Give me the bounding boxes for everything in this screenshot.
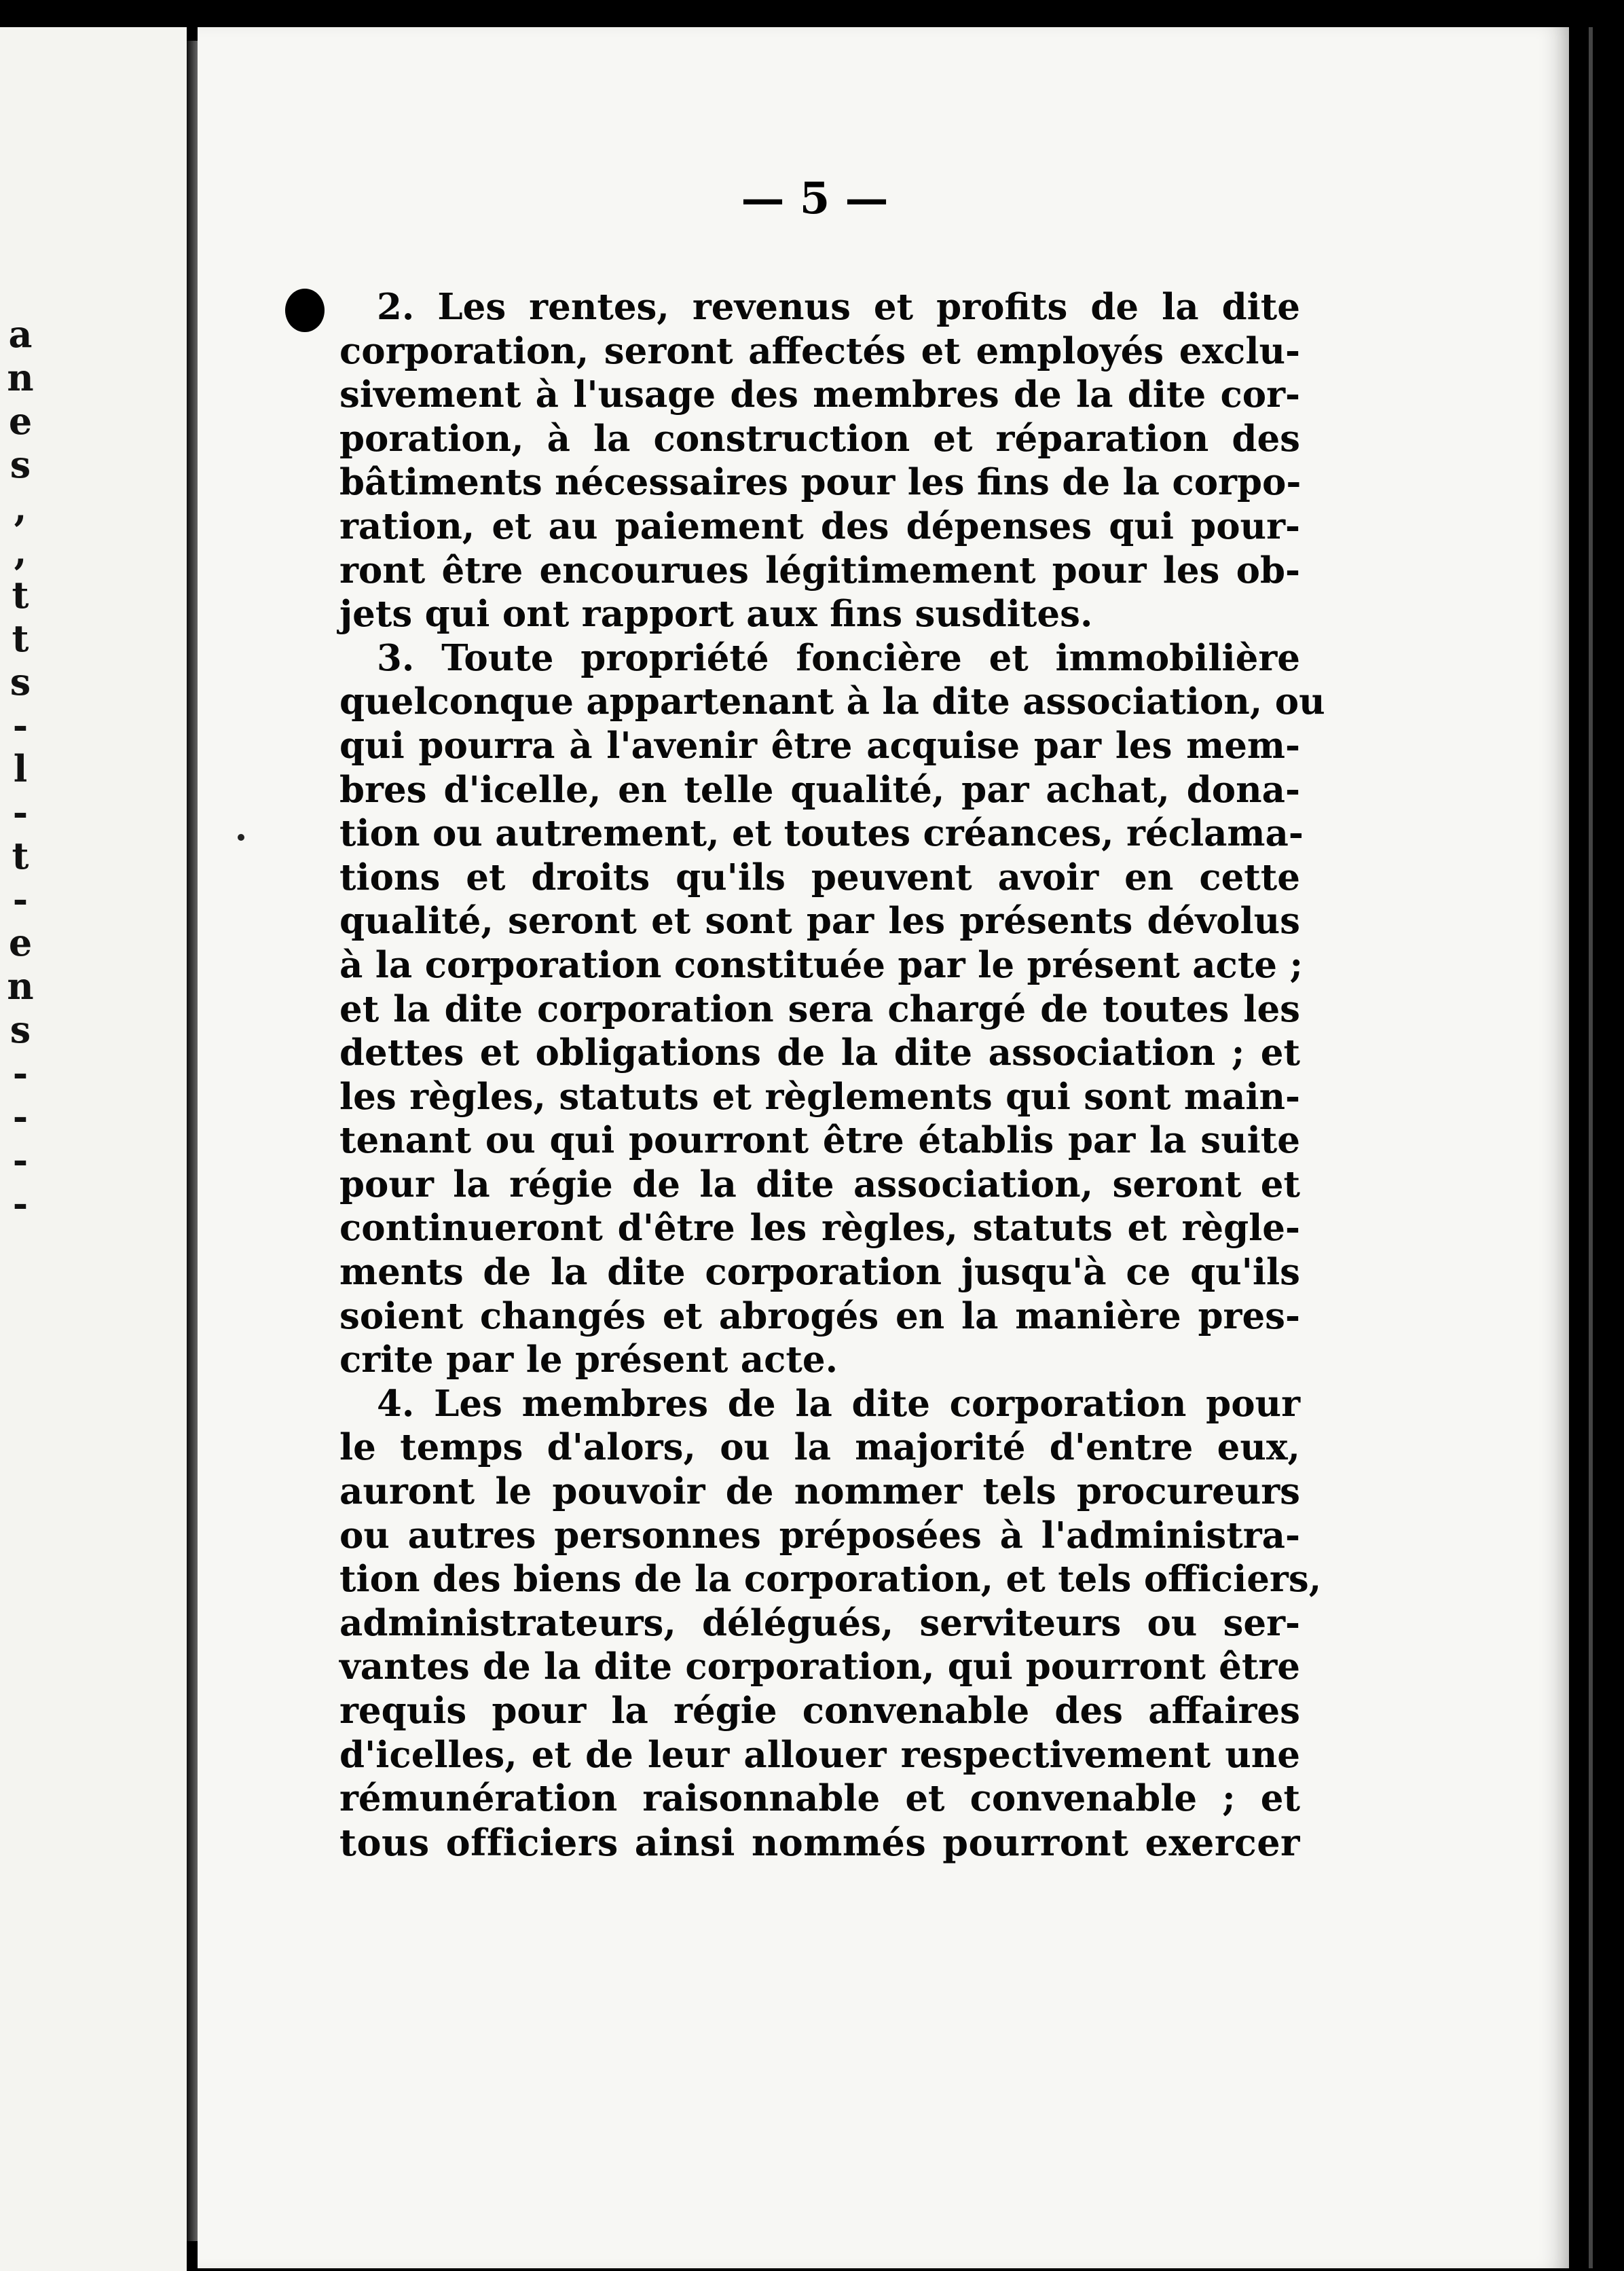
page-edge-shadow — [1589, 27, 1593, 2268]
text-line: requis pour la régie convenable des affaires — [339, 1690, 1300, 1732]
facing-page-edge — [0, 27, 187, 2271]
text-line: bâtiments nécessaires pour les fins de la corpo- — [339, 461, 1302, 504]
text-line: tions et droits qu'ils peuvent avoir en cette — [339, 856, 1300, 898]
text-line: soient changés et abrogés en la manière pres- — [339, 1294, 1300, 1337]
text-line: ration, et au paiement des dépenses qui pour- — [339, 505, 1300, 547]
facing-page-fragment: - — [12, 1138, 29, 1182]
facing-page-fragments — [0, 312, 41, 1225]
text-line: 2. Les rentes, revenus et profits de la dite — [377, 286, 1300, 328]
text-line: ront être encourues légitimement pour les ob- — [339, 549, 1300, 592]
text-line: dettes et obligations de la dite association ; et — [339, 1032, 1300, 1074]
text-line: pour la régie de la dite association, seront et — [339, 1163, 1300, 1205]
text-line: continueront d'être les règles, statuts et règle- — [339, 1207, 1300, 1250]
ink-blot-mark — [285, 289, 325, 332]
facing-page-fragment: , — [14, 530, 27, 573]
text-line: administrateurs, délégués, serviteurs ou ser- — [339, 1601, 1300, 1644]
text-line: d'icelles, et de leur allouer respectivement une — [339, 1733, 1300, 1776]
text-line: tenant ou qui pourront être établis par la suite — [339, 1119, 1300, 1162]
text-line: rémunération raisonnable et convenable ; et — [339, 1777, 1300, 1820]
facing-page-fragment: s — [10, 660, 31, 704]
text-line: corporation, seront affectés et employés exclu- — [339, 329, 1300, 372]
facing-page-fragment: - — [12, 704, 29, 747]
facing-page-fragment: - — [12, 1051, 29, 1095]
text-line: ments de la dite corporation jusqu'à ce qu'ils — [339, 1251, 1300, 1294]
facing-page-fragment: a — [8, 312, 33, 356]
text-line: vantes de la dite corporation, qui pourront être — [339, 1646, 1300, 1688]
facing-page-fragment: s — [10, 1008, 31, 1051]
facing-page-fragment: - — [12, 1182, 29, 1225]
facing-page-fragment: s — [10, 443, 31, 486]
facing-page-fragment: n — [7, 964, 34, 1008]
text-line: les règles, statuts et règlements qui sont main- — [339, 1075, 1300, 1118]
text-line: quelconque appartenant à la dite association, ou — [339, 680, 1325, 723]
text-line: à la corporation constituée par le présent acte ; — [339, 943, 1304, 986]
text-line: auront le pouvoir de nommer tels procureurs — [339, 1470, 1300, 1513]
facing-page-fragment: e — [8, 921, 33, 964]
facing-page-fragment: n — [7, 356, 34, 399]
facing-page-fragment: t — [12, 834, 29, 877]
text-line: qui pourra à l'avenir être acquise par les mem- — [339, 724, 1300, 767]
text-line: poration, à la construction et réparation des — [339, 417, 1300, 460]
text-line: tion des biens de la corporation, et tels officiers, — [339, 1558, 1322, 1601]
ink-speck — [238, 834, 244, 841]
text-line: qualité, seront et sont par les présents dévolus — [339, 900, 1300, 943]
facing-page-fragment: - — [12, 877, 29, 921]
facing-page-fragment: t — [12, 617, 29, 660]
text-line: et la dite corporation sera chargé de toutes les — [339, 987, 1300, 1030]
facing-page-fragment: t — [12, 573, 29, 617]
facing-page-fragment: - — [12, 791, 29, 834]
facing-page-fragment: - — [12, 1095, 29, 1138]
text-line: le temps d'alors, ou la majorité d'entre eux, — [339, 1426, 1300, 1469]
text-line: jets qui ont rapport aux fins susdites. — [339, 593, 1093, 636]
text-line: ou autres personnes préposées à l'administra- — [339, 1514, 1300, 1557]
facing-page-fragment: , — [14, 486, 27, 530]
text-line: tous officiers ainsi nommés pourront exercer — [339, 1820, 1300, 1864]
page-number: — 5 — — [741, 173, 889, 224]
text-line: bres d'icelle, en telle qualité, par achat, dona- — [339, 768, 1300, 811]
body-text — [339, 285, 1325, 1864]
text-line: tion ou autrement, et toutes créances, réclama- — [339, 812, 1304, 855]
text-line: 4. Les membres de la dite corporation pour — [377, 1382, 1300, 1425]
facing-page-fragment: e — [8, 399, 33, 443]
book-gutter — [187, 41, 198, 2241]
facing-page-fragment: l — [13, 747, 28, 791]
text-line: sivement à l'usage des membres de la dite cor- — [339, 374, 1300, 416]
text-line: 3. Toute propriété foncière et immobilière — [377, 636, 1300, 679]
text-line: crite par le présent acte. — [339, 1339, 838, 1381]
